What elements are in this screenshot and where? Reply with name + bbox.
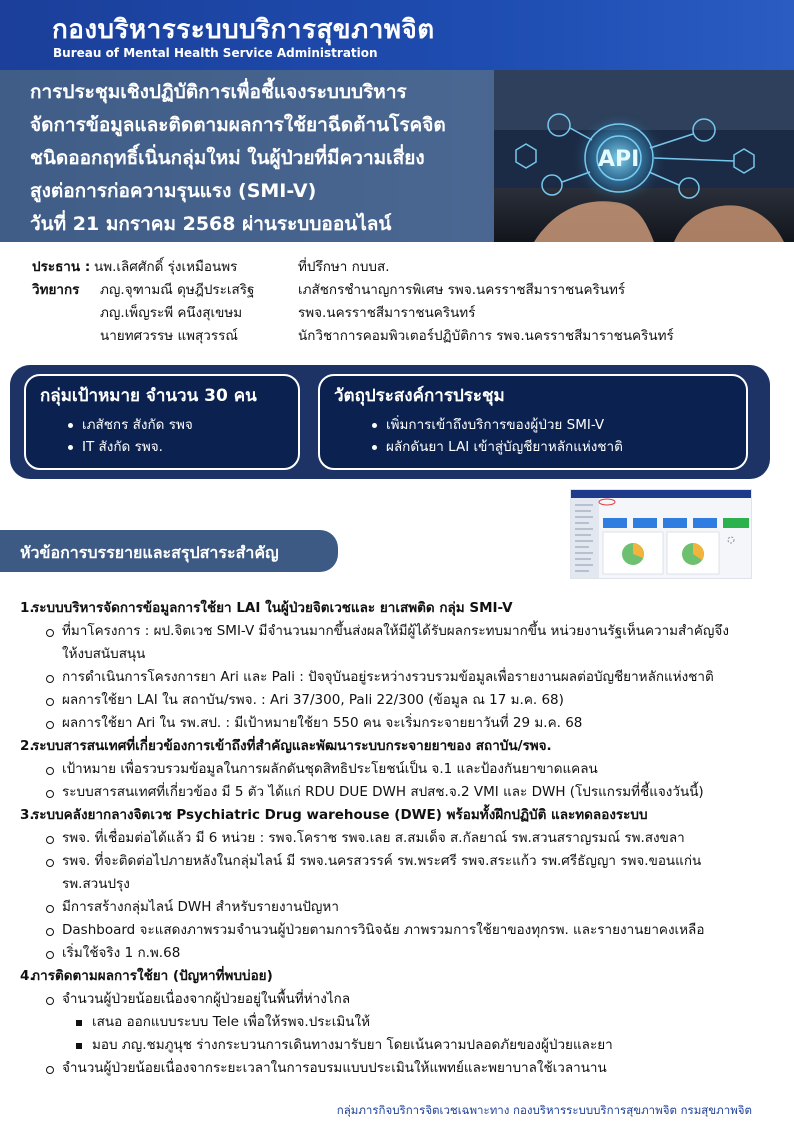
topic-heading	[20, 735, 780, 758]
api-illustration-icon	[494, 70, 794, 242]
topic-heading	[20, 597, 780, 620]
list-item: ผลการใช้ยา Ari ใน รพ.สป. : มีเป้าหมายใช้ยา 550 คน จะเริ่มกระจายยาวันที่ 29 ม.ค. 68	[20, 712, 780, 735]
list-item: ที่มาโครงการ : ผป.จิตเวช SMI-V มีจำนวนมากขึ้นส่งผลให้มีผู้ได้รับผลกระทบมากขึ้น หน่วยงานรัฐเห็นความสำคัญจึงให้งบสนับสนุน	[20, 620, 740, 666]
org-name-english: Bureau of Mental Health Service Administration	[53, 46, 378, 60]
title-line: จัดการข้อมูลและติดตามผลการใช้ยาฉีดต้านโรคจิต	[30, 114, 446, 136]
list-item: IT สังกัด รพจ.	[82, 436, 193, 458]
target-group-list	[82, 414, 193, 458]
title-line: ชนิดออกฤทธิ์เนิ่นกลุ่มใหม่ ในผู้ป่วยที่มีความเสี่ยง	[30, 147, 425, 169]
list-item: เพิ่มการเข้าถึงบริการของผู้ป่วย SMI-V	[386, 414, 623, 436]
api-text: API	[598, 147, 640, 172]
dashboard-thumbnail-icon	[571, 490, 752, 579]
target-group-title: กลุ่มเป้าหมาย จำนวน 30 คน	[40, 386, 257, 406]
hero-api-image	[494, 70, 794, 242]
chair-name: นพ.เลิศศักดิ์ รุ่งเหมือนพร	[94, 259, 238, 275]
footer-text: กลุ่มภารกิจบริการจิตเวชเฉพาะทาง กองบริหารระบบบริการสุขภาพจิต กรมสุขภาพจิต	[336, 1103, 752, 1117]
list-item: Dashboard จะแสดงภาพรวมจำนวนผู้ป่วยตามการวินิจฉัย ภาพรวมการใช้ยาของทุกรพ. และรายงานยาคงเหลือ	[20, 919, 780, 942]
list-item: ผลักดันยา LAI เข้าสู่บัญชียาหลักแห่งชาติ	[386, 436, 623, 458]
lecturer-name: ภญ.จุฑามณี ดุษฎีประเสริฐ	[100, 282, 255, 298]
topics-list	[20, 597, 780, 1080]
topic-number: 1.	[20, 600, 35, 616]
list-item: การดำเนินการโครงการยา Ari และ Pali : ปัจจุบันอยู่ระหว่างรวบรวมข้อมูลเพื่อรายงานผลต่อบัญชียาหลักแห่งชาติ	[20, 666, 780, 689]
chair-position: ที่ปรึกษา กบบส.	[298, 259, 390, 275]
topic-title: ระบบบริหารจัดการข้อมูลการใช้ยา LAI ในผู้ป่วยจิตเวชและ ยาเสพติด กลุ่ม SMI-V	[32, 600, 513, 616]
topic-title: การติดตามผลการใช้ยา (ปัญหาที่พบบ่อย)	[32, 968, 273, 984]
topic-title: ระบบคลังยากลางจิตเวช Psychiatric Drug warehouse (DWE) พร้อมทั้งฝึกปฏิบัติ และทดลองระบบ	[32, 807, 648, 823]
dashboard-screenshot	[570, 489, 752, 579]
objective-box	[318, 374, 748, 470]
list-item: รพจ. ที่เชื่อมต่อได้แล้ว มี 6 หน่วย : รพจ.โคราช รพจ.เลย ส.สมเด็จ ส.กัลยาณ์ รพ.สวนสราญรมณ์ รพ.สงขลา	[20, 827, 780, 850]
list-item: มีการสร้างกลุ่มไลน์ DWH สำหรับรายงานปัญหา	[20, 896, 780, 919]
list-item: เป้าหมาย เพื่อรวบรวมข้อมูลในการผลักดันชุดสิทธิประโยชน์เป็น จ.1 และป้องกันยาขาดแคลน	[20, 758, 780, 781]
org-name-thai: กองบริหารระบบบริการสุขภาพจิต	[52, 15, 435, 45]
title-line: วันที่ 21 มกราคม 2568 ผ่านระบบออนไลน์	[30, 213, 392, 235]
meeting-title	[30, 76, 500, 241]
title-line: สูงต่อการก่อความรุนแรง (SMI-V)	[30, 180, 317, 202]
list-item: จำนวนผู้ป่วยน้อยเนื่องจากระยะเวลาในการอบรมแบบประเมินให้แพทย์และพยาบาลใช้เวลานาน	[20, 1057, 780, 1080]
list-item: จำนวนผู้ป่วยน้อยเนื่องจากผู้ป่วยอยู่ในพื้นที่ห่างไกล	[20, 988, 780, 1011]
objective-list	[386, 414, 623, 458]
lecturer-role: วิทยากร	[32, 282, 80, 298]
topic-title: ระบบสารสนเทศที่เกี่ยวข้องการเข้าถึงที่สำคัญและพัฒนาระบบกระจายยาของ สถาบัน/รพจ.	[32, 738, 552, 754]
list-item: ระบบสารสนเทศที่เกี่ยวข้อง มี 5 ตัว ได้แก่ RDU DUE DWH สปสช.จ.2 VMI และ DWH (โปรแกรมที่ชี้แจงวันนี้)	[20, 781, 780, 804]
topic-heading	[20, 965, 780, 988]
list-item: เภสัชกร สังกัด รพจ	[82, 414, 193, 436]
info-boxes-band	[10, 365, 770, 479]
objective-title: วัตถุประสงค์การประชุม	[334, 386, 505, 406]
topic-number: 3.	[20, 807, 35, 823]
topic-heading	[20, 804, 780, 827]
title-line: การประชุมเชิงปฏิบัติการเพื่อชี้แจงระบบบริหาร	[30, 81, 407, 103]
lecturer-position: เภสัชกรชำนาญการพิเศษ รพจ.นครราชสีมาราชนครินทร์	[298, 282, 626, 298]
lecturer-name: นายทศวรรษ แพสุวรรณ์	[100, 328, 238, 344]
topic-number: 2.	[20, 738, 35, 754]
target-group-box	[24, 374, 300, 470]
lecturer-position: นักวิชาการคอมพิวเตอร์ปฏิบัติการ รพจ.นครราชสีมาราชนครินทร์	[298, 328, 674, 344]
chair-role: ประธาน :	[32, 259, 91, 275]
lecturer-position: รพจ.นครราชสีมาราชนครินทร์	[298, 305, 476, 321]
topic-number: 4.	[20, 968, 35, 984]
list-item: เริ่มใช้จริง 1 ก.พ.68	[20, 942, 780, 965]
header-band	[0, 0, 794, 70]
lecturer-name: ภญ.เพ็ญระพี คนึงสุเขษม	[100, 305, 243, 321]
sub-list-item: มอบ ภญ.ชมภูนุช ร่างกระบวนการเดินทางมารับยา โดยเน้นความปลอดภัยของผู้ป่วยและยา	[20, 1034, 780, 1057]
sub-list-item: เสนอ ออกแบบระบบ Tele เพื่อให้รพจ.ประเมินให้	[20, 1011, 780, 1034]
list-item: ผลการใช้ยา LAI ใน สถาบัน/รพจ. : Ari 37/300, Pali 22/300 (ข้อมูล ณ 17 ม.ค. 68)	[20, 689, 780, 712]
section-heading-text: หัวข้อการบรรยายและสรุปสาระสำคัญ	[20, 543, 279, 562]
section-heading	[0, 530, 338, 572]
list-item: รพจ. ที่จะติดต่อไปภายหลังในกลุ่มไลน์ มี รพจ.นครสวรรค์ รพ.พระศรี รพจ.สระแก้ว รพ.ศรีธัญญา รพจ.ขอนแก่น รพ.สวนปรุง	[20, 850, 740, 896]
